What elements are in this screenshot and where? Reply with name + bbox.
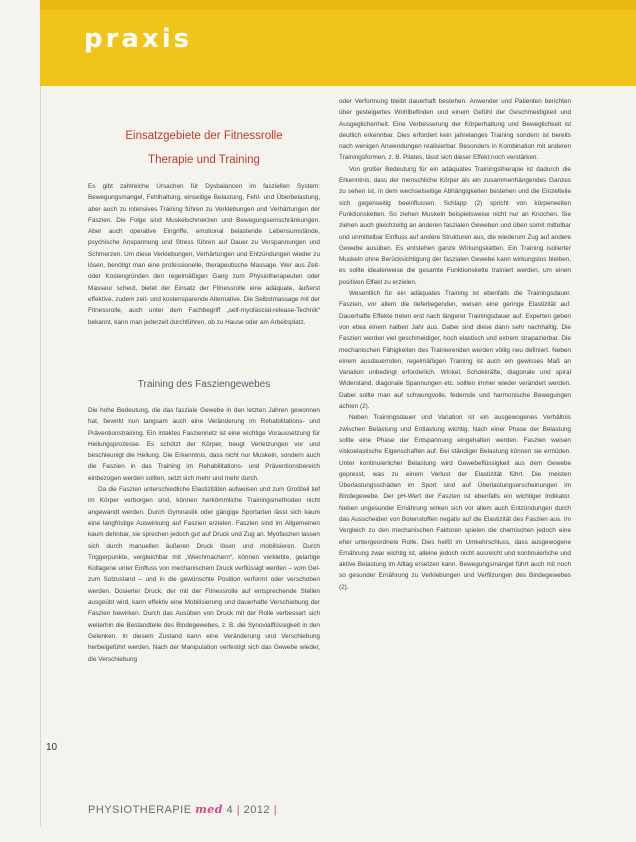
header-stripe	[40, 0, 636, 10]
margin-rule	[40, 86, 41, 826]
subheading: Training des Fasziengewebes	[137, 379, 271, 390]
left-paragraph-1: Die hohe Bedeutung, die das fasziale Gewebe in den letzten Jahren gewonnen hat, bewirkt nun langsam auch eine Veränderung im Rehabilitations- und Präventionstraining. Ein intaktes Fasziennetz ist eine wichtige Voraussetzung für Heilungsprozesse. Es schützt der Körper, beugt Verletzungen vor und beschleunigt die Heilung. Die Erkenntnis, dass nicht nur Muskeln, sondern auch die Faszien in das Training im Rehabilitations- und Präventionsbereich einbezogen werden sollten, setzt sich mehr und mehr durch.	[88, 407, 320, 482]
footer-magazine: PHYSIOTHERAPIE	[88, 804, 192, 816]
right-paragraph-1: oder Verformung bleibt dauerhaft bestehen. Anwender und Patienten berichten über gesteigertes Wohlbefinden und einem Gefühl der Geschmeidigkeit und Ausgeglichenheit. Eine Verbesserung der Körperhaltung und Beweglichkeit ist deutlich erkennbar. Dies erfordert kein jahrelanges Training sondern ist bereits nach wenigen Anwendungen realisierbar. Besonders in Kombination mit anderen Trainingsformen, z. B. Pilates, lässt sich dieser Effekt noch verstärken.	[339, 98, 571, 162]
footer-year: 2012	[243, 804, 271, 816]
footer-magazine-suffix: med	[195, 803, 223, 816]
intro-paragraph-block	[88, 181, 320, 356]
right-paragraph-4: Neben Trainingsdauer und Variation ist ein ausgewogenes Verhältnis zwischen Belastung und Entlastung wichtig. Nach einer Phase der Belastung sollte eine Phase der Entspannung eingehalten werden. Faszien weisen viskoelastische Eigenschaften auf. Bei ständiger Belastung können sie ermüden. Unter kontinuierlicher Belastung wird Gewebeflüssigkeit aus dem Gewebe gepresst, was zu einem Verlust der Elastizität führt. Die meisten Überlastungsschäden im Sport sind auf Überlastungserscheinungen im Bindegewebe. Der pH-Wert der Faszien ist ebenfalls ein wichtiger Indikator. Neben ungesunder Ernährung wirken sich vor allem auch Entzündungen durch das Ausscheiden von Botenstoffen negativ auf die Elastizität des Faszien aus. Im Vergleich zu den mechanischen Faktoren spielen die chemischen jedoch eine eher untergeordnete Rolle. Dies heißt im Umkehrschluss, dass ausgewogene Ernährung zwar wichtig ist, alleine jedoch nicht ausreicht und kontinuierliche und aktive Belastung im Alltag ersetzen kann. Bewegungsmangel führt auch mit noch so gesunder Ernährung zu Verklebungen und Verfilzungen des Bindegewebes (2).	[339, 414, 571, 591]
right-column-body	[339, 96, 571, 786]
article-title-line1: Einsatzgebiete der Fitnessrolle	[125, 130, 283, 142]
footer	[88, 803, 277, 816]
footer-separator: |	[236, 804, 241, 816]
article-title-line2: Therapie und Training	[148, 154, 260, 166]
right-paragraph-2: Von großer Bedeutung für ein adäquates Trainingstherapie ist dadurch die Erkenntnis, dass der menschliche Körper als ein zusammenhängendes Ganzes zu sehen ist, in dem wechselseitige Abhängigkeiten bestehen und die Einzelteile sich gegenseitig beeinflussen. Schlapp (2) spricht von körperweiten Funktionsketten. So ziehen Muskeln beispielsweise nicht nur an Knochen. Sie ziehen auch gleichzeitig an anderen faszialen Geweben und üben somit mittelbar und unmittelbar Einfluss auf andere Strukturen aus, die wiederum Zug auf andere Gewebe ausüben. Es entstehen ganze Wirkungsketten. Ein Training isolierter Muskeln ohne Berücksichtigung der faszialen Gewebe kann wirkungslos bleiben, es sollte idealerweise die gesamte Funktionskette trainiert werden, um einen positiven Effekt zu erzielen.	[339, 165, 571, 286]
footer-separator-end: |	[273, 804, 278, 816]
right-paragraph-3: Wesentlich für ein adäquates Training ist ebenfalls die Trainingsdauer. Faszien, vor allem die tieferliegenden, weisen eine geringe Elastizität auf. Dauerhafte Effekte treten erst nach längerer Trainingsdauer auf. Experten geben von etwa einem halben Jahr aus. Dabei sind diese dann sehr nachhaltig. Die Faszien werden viel geschmeidiger, hoch elastisch und extrem strapazierbar. Die mechanischen Fähigkeiten des Trainierenden werden völlig neu definiert. Neben einem ausdauernden, regelmäßigen Training ist auch ein gewisses Maß an Variation unbedingt erforderlich. Winkel, Schokkräfte, diagonale und spiral Widerstand, diagonale Spannungen etc. sollten immer wieder verändert werden. Dabei sollte man auf schwungvolle, federnde und harmonische Bewegungen achten (2).	[339, 290, 571, 411]
page-number: 10	[46, 742, 58, 753]
left-paragraph-2: Da die Faszien unterschiedliche Elastizitäten aufweisen und zum Großteil tief im Körper verborgen sind, können herkömmliche Trainingsmethoden nicht angewandt werden. Durch Gymnastik oder gängige Sportarten lässt sich kaum eine langfristige Auswirkung auf Faszien erzielen. Faszien sind im Allgemeinen kaum dehnbar, sie sprechen jedoch gut auf Druck und Zug an. Myofaszien lassen sich durch manuellen äußeren Druck lösen und mobilisieren. Durch Triggerpunkte, vergleichbar mit „Weichmachern“, können verklebte, gelartige Kollagene unter Einfluss von mechanischem Druck verflüssigt werden – vom Gel- zum Solzustand – und in die gewünschte Position verformt oder verschoben werden. Dosierter Druck, der mit der Fitnessrolle auf entsprechende Stellen ausgeübt wird, kann effektiv eine Mobilisierung und dauerhafte Verschiebung der Faszien bewirken. Durch das Ausüben von Druck mit der Rolle verbessert sich weiterhin die Bestandteile des Bindegewebes, z. B. die Synovialflüssigkeit in den Gelenken. In diesem Zustand kann eine Veränderung und Verschiebung herbeigeführt werden. Nach der Manipulation verfestigt sich das Gewebe wieder, die Verschiebung	[88, 486, 320, 663]
left-column-body	[88, 405, 320, 785]
section-title: praxis	[84, 24, 193, 54]
footer-issue: 4	[226, 804, 234, 816]
intro-paragraph: Es gibt zahlreiche Ursachen für Dysbalancen im fasziellen System: Bewegungsmangel, Fehlhaltung, einseitige Belastung, Fehl- und Überbelastung, aber auch zu intensives Training führen zu Verklebungen und Verhärtungen der Faszien. Die Folge sind Muskelschmerzen und Bewegungseinschränkungen. Aber auch operative Eingriffe, emotional belastende Lebensumstände, psychische Anspannung und Stress führen auf Dauer zu Verspannungen und Schmerzen. Um diese Verklebungen, Verhärtungen und Entzündungen wieder zu lösen, benötigt man eine professionelle, therapeutische Massage. Wer aus Zeit- oder Kostengründen den regelmäßigen Gang zum Physiotherapeuten oder Masseur scheut, bietet der Einsatz der Fitnessrolle eine adäquate, äußerst effektive, zudem zeit- und kostensparende Alternative. Die Selbstmassage mit der Fitnessrolle, auch unter dem Fachbegriff „self-myofascial-release-Technik“ bekannt, kann man jederzeit durchführen, ob zu Hause oder am Arbeitsplatz.	[88, 183, 320, 326]
